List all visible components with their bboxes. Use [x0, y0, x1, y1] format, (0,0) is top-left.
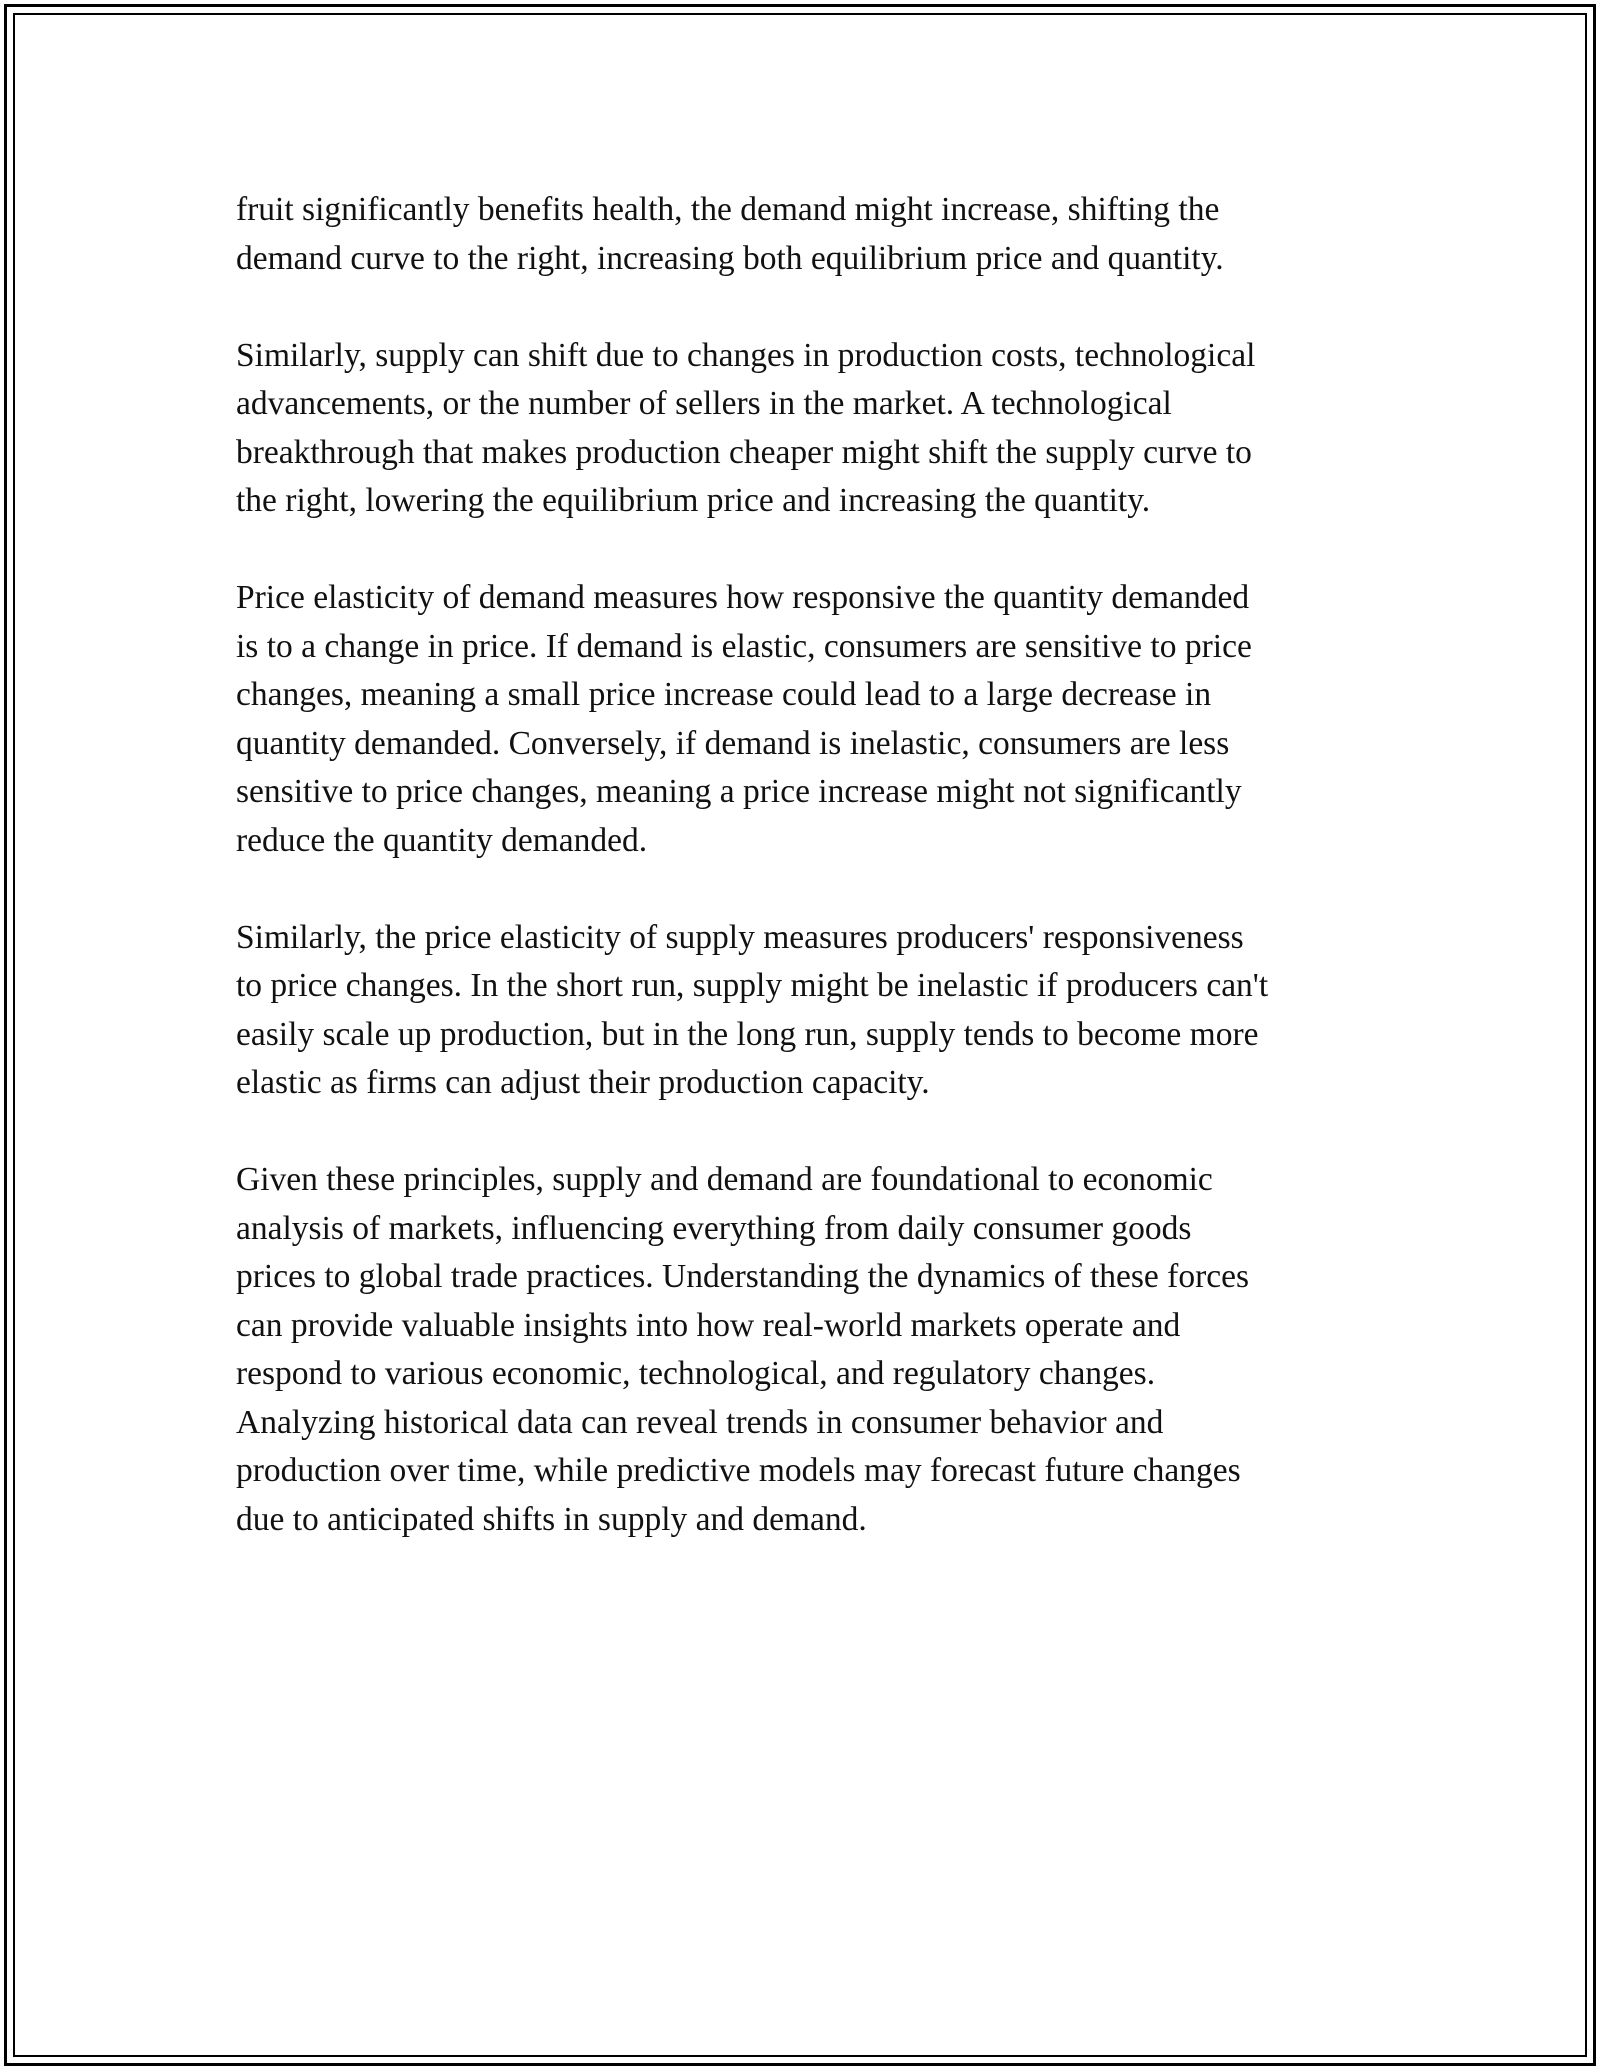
- paragraph: Given these principles, supply and demand are foundational to economic analysis of markets, influencing everything from daily consumer goods prices to global trade practices. Understanding the dynamics of these forces can provide valuable insights into how real-world markets operate and respond to various economic, technological, and regulatory changes. Analyzing historical data can reveal trends in consumer behavior and production over time, while predictive models may forecast future changes due to anticipated shifts in supply and demand.: [236, 1161, 1250, 1538]
- page-body: [236, 186, 1376, 1593]
- paragraph: Price elasticity of demand measures how responsive the quantity demanded is to a change in price. If demand is elastic, consumers are sensitive to price changes, meaning a small price increase could lead to a large decrease in quantity demanded. Conversely, if demand is inelastic, consumers are less sensitive to price changes, meaning a price increase might not significantly reduce the quantity demanded.: [236, 579, 1252, 859]
- paragraph: fruit significantly benefits health, the demand might increase, shifting the demand curve to the right, increasing both equilibrium price and quantity.: [236, 191, 1224, 277]
- paragraph: Similarly, supply can shift due to changes in production costs, technological advancements, or the number of sellers in the market. A technological breakthrough that makes production cheaper might shift the supply curve to the right, lowering the equilibrium price and increasing the quantity.: [236, 336, 1256, 519]
- paragraph: Similarly, the price elasticity of supply measures producers' responsiveness to price changes. In the short run, supply might be inelastic if producers can't easily scale up production, but in the long run, supply tends to become more elastic as firms can adjust their production capacity.: [236, 918, 1269, 1101]
